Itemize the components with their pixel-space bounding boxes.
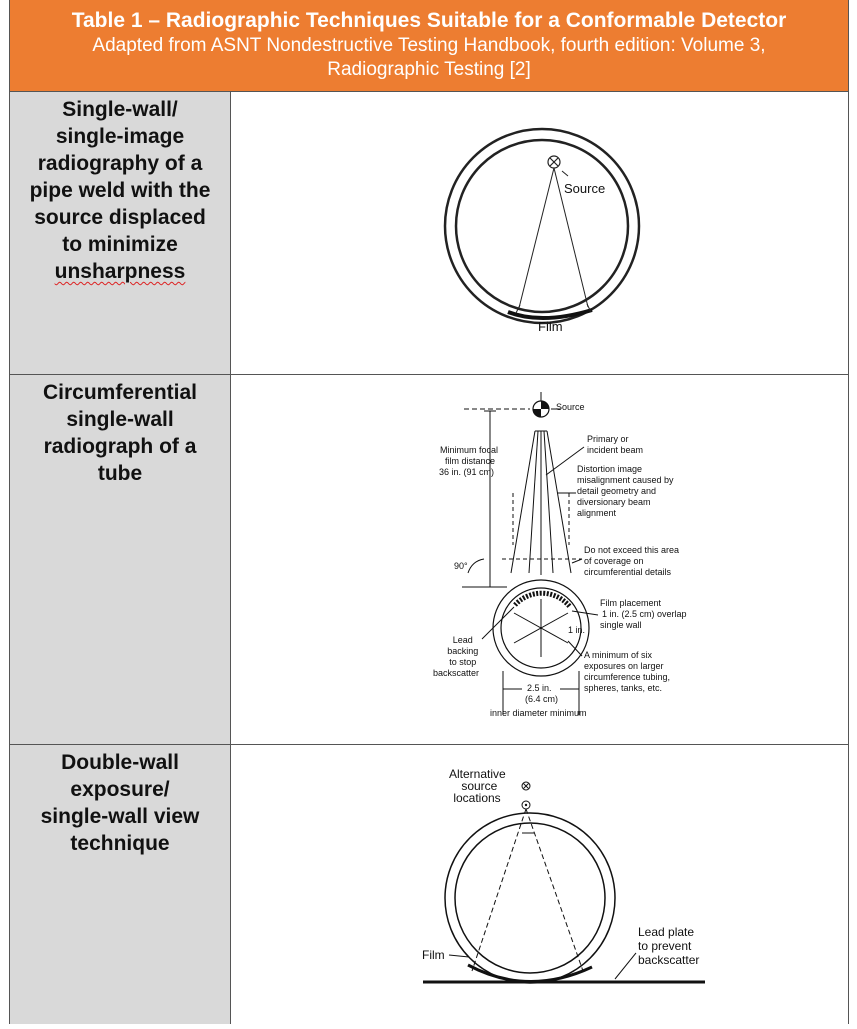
techniques-table (9, 0, 849, 1024)
svg-text:90°: 90° (454, 561, 468, 571)
svg-text:Lead plate to preven: Lead plate to prevent backscatter (638, 925, 700, 967)
technique-figure-cell (232, 745, 848, 1024)
table-row-single-wall-single-image (10, 92, 848, 375)
table-subtitle-line2: Radiographic Testing [2] (327, 59, 531, 80)
svg-text:Alternative source: Alternative source locations (448, 767, 506, 805)
source-marker-icon (548, 156, 560, 168)
technique-label-cell (10, 92, 231, 374)
technique-label-cell (10, 745, 231, 1024)
technique-figure-cell (232, 92, 848, 374)
svg-text:Primary or incident: Primary or incident beam (587, 434, 644, 455)
svg-text:A minimum of six exp: A minimum of six exposures on larger circumference tubing, spheres, tanks, etc. (584, 650, 671, 693)
technique-label: Circumferential single-wall radiograph of a tube (42, 381, 198, 485)
table-header (10, 0, 848, 92)
svg-text:Film placement 1 in.: Film placement 1 in. (2.5 cm) overlap single wall (600, 598, 687, 630)
source-marker-icon (522, 782, 530, 790)
double-wall-diagram (232, 745, 848, 1024)
svg-text:Source: Source (556, 402, 585, 412)
technique-figure-cell (232, 375, 848, 744)
technique-label: Double-wall exposure/ single-wall view technique (40, 751, 200, 855)
svg-text:1 in.: 1 in. (568, 625, 586, 635)
svg-text:Minimum focal film d: Minimum focal film distance 36 in. (91 cm) (439, 445, 499, 477)
technique-label: Single-wall/ single-image radiography of a pipe weld with the source displaced to minimize unsharpness (29, 98, 211, 283)
table-row-double-wall (10, 745, 848, 1024)
svg-text:Distortion image mis: Distortion image misalignment caused by detail geometry and diversionary beam alignment (577, 464, 674, 518)
source-marker-icon (522, 801, 530, 809)
svg-text:2.5 in. (6.4 cm): 2.5 in. (6.4 cm) inner diameter minimum (490, 683, 587, 718)
source-label: Source (564, 181, 606, 196)
film-label: Film (538, 319, 563, 334)
svg-text:Do not exceed this area: Do not exceed this area of coverage on circumferential details (584, 545, 680, 577)
table-row-circumferential (10, 375, 848, 745)
table-title: Table 1 – Radiographic Techniques Suitable for a Conformable Detector (71, 9, 787, 32)
table-subtitle-line1: Adapted from ASNT Nondestructive Testing Handbook, fourth edition: Volume 3, (92, 35, 766, 56)
svg-text:Lead backing: Lead backing to stop backscatter (432, 635, 480, 678)
tube-radiograph-diagram (232, 375, 848, 743)
spellcheck-word: unsharpness (54, 260, 186, 283)
film-label: Film (422, 948, 445, 962)
pipe-weld-diagram (232, 92, 848, 373)
technique-label-cell (10, 375, 231, 744)
source-marker-icon (533, 401, 549, 417)
